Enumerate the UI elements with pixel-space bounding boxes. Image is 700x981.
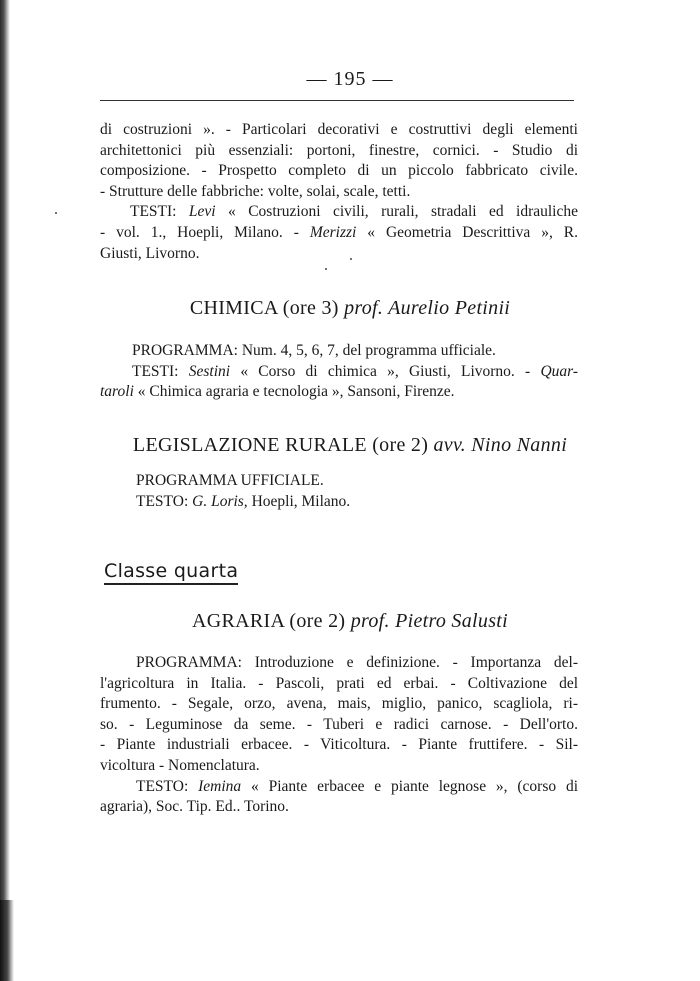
testi-label: TESTI:: [132, 362, 179, 380]
agraria-paragraph: [100, 653, 578, 818]
testi-text: « Corso di chimica », Giusti, Livorno. -: [240, 362, 531, 380]
testo-label: TESTO:: [136, 492, 189, 510]
intro-line: di costruzioni ». - Particolari decorativi e costruttivi degli elementi: [100, 121, 578, 138]
intro-testi-line: Giusti, Livorno.: [100, 244, 200, 262]
testi-author: Sestini: [188, 362, 231, 380]
chimica-testi-line: [100, 382, 578, 403]
legislazione-programma: PROGRAMMA UFFICIALE.: [136, 472, 324, 489]
testi-text: « Costruzioni civili, rurali, stradali ed idrauliche: [228, 203, 579, 221]
page-number: — 195 —: [306, 68, 394, 90]
print-speck: [350, 258, 352, 260]
agraria-testo-line: [100, 777, 578, 798]
intro-testi-line: [100, 202, 578, 223]
book-spine-shadow-bottom: [0, 900, 14, 981]
testi-author: Levi: [188, 203, 216, 221]
section-heading-agraria: [0, 610, 700, 633]
legislazione-testo-line: [100, 492, 578, 513]
testo-label: TESTO:: [136, 777, 189, 795]
class-title-underline: [104, 583, 238, 585]
intro-paragraph: [100, 120, 578, 264]
chimica-programma: PROGRAMMA: Num. 4, 5, 6, 7, del programma ufficiale.: [132, 342, 496, 359]
testi-author: Merizzi: [309, 223, 357, 241]
legislazione-paragraph: [100, 471, 578, 512]
testo-author: G. Loris,: [192, 492, 248, 510]
class-title: Classe quarta: [104, 560, 239, 582]
heading-professor: prof. Aurelio Petinii: [344, 297, 511, 319]
agraria-testo-line: agraria), Soc. Tip. Ed.. Torino.: [100, 798, 289, 816]
testo-text: Hoepli, Milano.: [251, 492, 351, 510]
testi-text: « Geometria Descrittiva », R.: [367, 223, 579, 241]
agraria-line: - Piante industriali erbacee. - Viticoltura. - Piante fruttifere. - Sil-: [100, 736, 578, 754]
chimica-paragraph: [100, 341, 578, 403]
print-speck: [325, 268, 327, 270]
book-spine-shadow: [0, 0, 10, 981]
agraria-line: frumento. - Segale, orzo, avena, mais, miglio, panico, scagliola, ri-: [100, 695, 578, 713]
agraria-line: vicoltura - Nomenclatura.: [100, 756, 260, 774]
heading-title: CHIMICA (ore 3): [189, 297, 339, 319]
testi-author: Quar-: [540, 362, 579, 380]
heading-professor: avv. Nino Nanni: [433, 434, 568, 456]
agraria-line: so. - Leguminose da seme. - Tuberi e radici carnose. - Dell'orto.: [100, 715, 578, 733]
print-speck: [55, 212, 57, 214]
heading-professor: prof. Pietro Salusti: [350, 610, 508, 632]
section-heading-chimica: [0, 297, 700, 320]
testi-label: TESTI:: [130, 203, 177, 221]
testo-text: « Piante erbacee e piante legnose », (corso di: [250, 777, 579, 795]
intro-line: architettonici più essenziali: portoni, finestre, cornici. - Studio di: [100, 141, 578, 159]
header-rule: [100, 100, 574, 101]
testo-author: Iemina: [198, 777, 242, 795]
agraria-line: PROGRAMMA: Introduzione e definizione. - Importanza del-: [136, 654, 578, 671]
testi-text: « Chimica agraria e tecnologia », Sansoni, Firenze.: [137, 383, 455, 401]
testi-text: - vol. 1., Hoepli, Milano. -: [100, 223, 299, 241]
chimica-testi-line: [100, 362, 578, 383]
intro-line: composizione. - Prospetto completo di un piccolo fabbricato civile.: [100, 162, 578, 180]
intro-testi-line: [100, 223, 578, 244]
section-heading-legislazione: [0, 434, 700, 457]
heading-title: AGRARIA (ore 2): [192, 610, 346, 632]
testi-author: taroli: [100, 383, 134, 401]
agraria-line: l'agricoltura in Italia. - Pascoli, prati ed erbai. - Coltivazione del: [100, 674, 578, 692]
heading-title: LEGISLAZIONE RURALE (ore 2): [132, 434, 429, 456]
intro-line: - Strutture delle fabbriche: volte, solai, scale, tetti.: [100, 182, 411, 200]
